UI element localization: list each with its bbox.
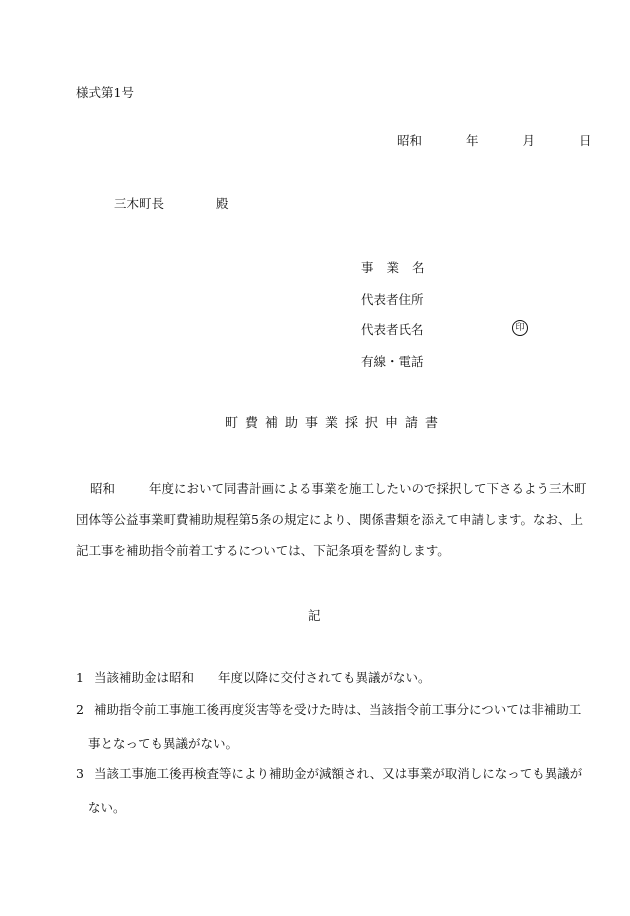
- ki-heading: 記: [308, 608, 321, 623]
- condition-3-continued: ない。: [88, 800, 126, 815]
- condition-1-text-a: 当該補助金は昭和: [94, 670, 195, 685]
- condition-3-text-a: 当該工事施工後再検査等により補助金が減額され、又は事業が取消しになっても異議が: [94, 766, 583, 781]
- document-title: 町費補助事業採択申請書: [225, 416, 446, 431]
- addressee: [114, 196, 229, 212]
- date-month: 月: [522, 133, 536, 148]
- condition-2: [76, 702, 581, 718]
- date-year: 年: [466, 133, 479, 148]
- date-era: 昭和: [397, 133, 423, 148]
- condition-2-text-a: 補助指令前工事施工後再度災害等を受けた時は、当該指令前工事分については非補助工: [94, 702, 582, 717]
- condition-3-number: 3: [76, 766, 84, 781]
- body-line-1-text: 年度において同書計画による事業を施工したいので採択して下さるよう三木町: [149, 481, 587, 496]
- form-number: 様式第1号: [76, 85, 134, 100]
- rep-name-label: 代表者氏名: [361, 322, 424, 337]
- body-line-3: 記工事を補助指令前着工するについては、下記条項を誓約します。: [76, 543, 450, 558]
- condition-2-continued: 事となっても異議がない。: [88, 736, 239, 751]
- rep-address-label: 代表者住所: [361, 292, 424, 307]
- condition-2-number: 2: [76, 702, 84, 717]
- body-line-2: 団体等公益事業町費補助規程第5条の規定により、関係書類を添えて申請します。なお、上: [76, 512, 583, 527]
- body-line-1: [90, 481, 587, 497]
- addressee-honorific: 殿: [216, 196, 229, 211]
- seal-icon: 印: [512, 320, 528, 336]
- addressee-name: 三木町長: [114, 196, 165, 211]
- date-day: 日: [579, 133, 592, 148]
- condition-1-number: 1: [76, 670, 84, 685]
- condition-1: [76, 670, 431, 686]
- business-name-label: 事業名: [361, 260, 438, 275]
- body-era: 昭和: [90, 481, 116, 496]
- phone-label: 有線・電話: [361, 354, 424, 369]
- condition-3: [76, 766, 582, 782]
- condition-1-text-b: 年度以降に交付されても異議がない。: [218, 670, 431, 685]
- date-line: [397, 133, 592, 149]
